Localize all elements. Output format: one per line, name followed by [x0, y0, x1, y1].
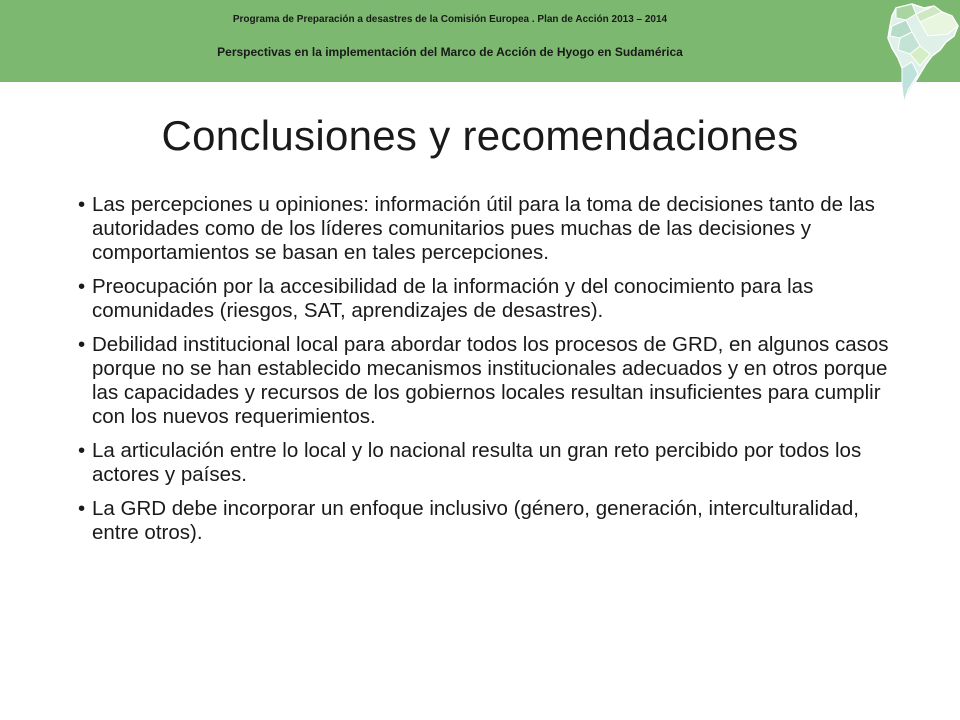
header-band [0, 0, 960, 82]
bullet-text: Debilidad institucional local para abordar todos los procesos de GRD, en algunos casos porque no se han establecido mecanismos institucionales adecuados y en otros porque las capacidades y recursos de los gobiernos locales resultan insuficientes para cumplir con los nuevos requerimientos. [92, 333, 889, 428]
list-item [78, 333, 908, 429]
bullet-list [78, 193, 908, 555]
bullet-marker: • [78, 275, 86, 298]
list-item [78, 275, 908, 323]
list-item [78, 193, 908, 265]
bullet-marker: • [78, 439, 86, 462]
bullet-marker: • [78, 333, 86, 356]
bullet-marker: • [78, 193, 86, 216]
program-title: Programa de Preparación a desastres de la Comisión Europea . Plan de Acción 2013 – 2014 [232, 14, 668, 25]
bullet-text: La articulación entre lo local y lo nacional resulta un gran reto percibido por todos los actores y países. [92, 439, 862, 486]
bullet-marker: • [78, 497, 86, 520]
program-subtitle: Perspectivas en la implementación del Marco de Acción de Hyogo en Sudamérica [217, 45, 683, 59]
bullet-text: Las percepciones u opiniones: información útil para la toma de decisiones tanto de las autoridades como de los líderes comunitarios pues muchas de las decisiones y comportamientos se basan en tales percepciones. [92, 193, 875, 264]
bullet-text: Preocupación por la accesibilidad de la información y del conocimiento para las comunidades (riesgos, SAT, aprendizajes de desastres). [92, 275, 814, 322]
page-title: Conclusiones y recomendaciones [161, 112, 799, 159]
bullet-text: La GRD debe incorporar un enfoque inclusivo (género, generación, interculturalidad, entre otros). [92, 497, 859, 544]
list-item [78, 439, 908, 487]
south-america-map-icon [882, 2, 960, 104]
list-item [78, 497, 908, 545]
